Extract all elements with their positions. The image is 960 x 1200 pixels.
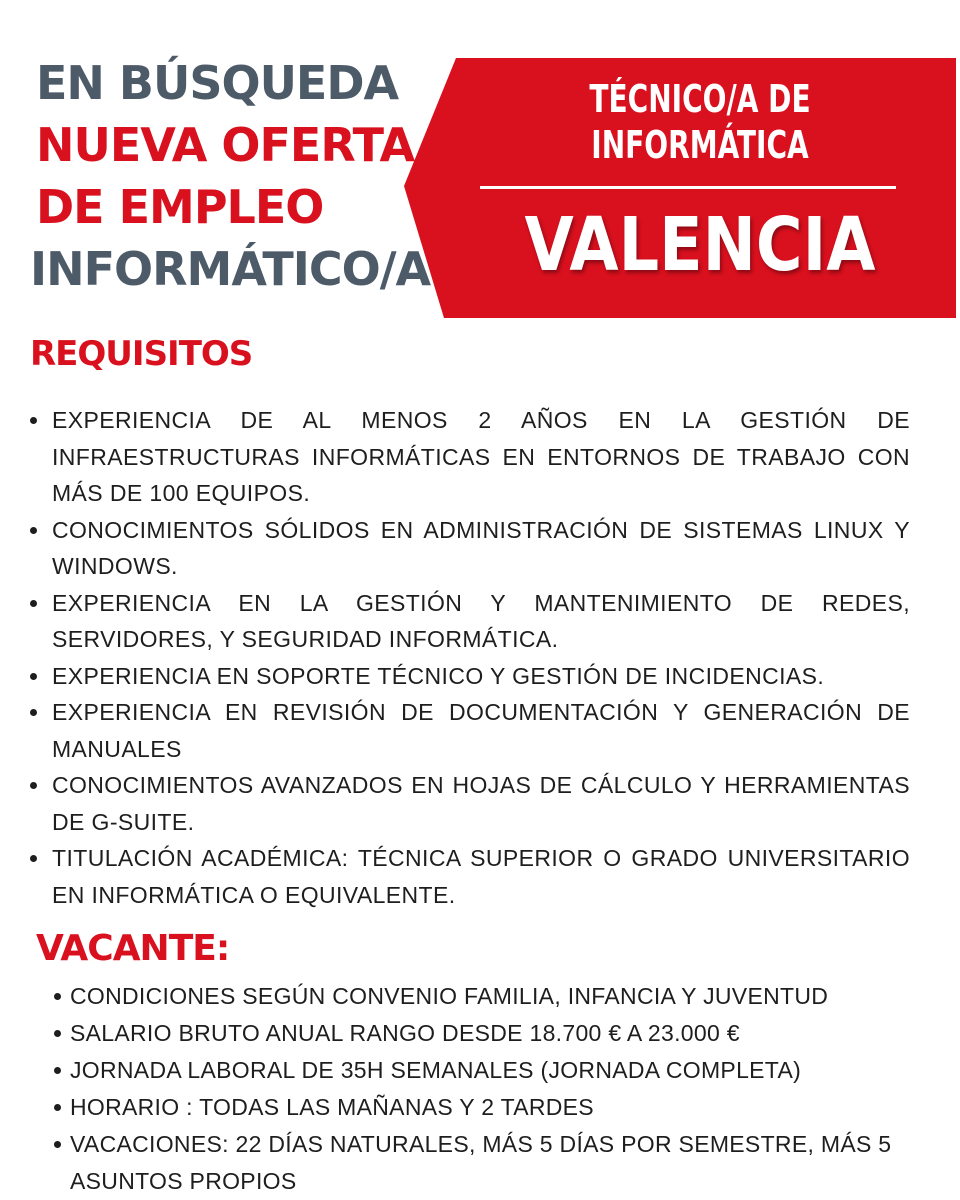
list-item: JORNADA LABORAL DE 35H SEMANALES (JORNADA COMPLETA) [46, 1052, 936, 1089]
list-item: TITULACIÓN ACADÉMICA: TÉCNICA SUPERIOR O GRADO UNIVERSITARIO EN INFORMÁTICA O EQUIVALENTE. [28, 840, 910, 913]
job-location: VALENCIA [524, 202, 876, 288]
job-title-line1: TÉCNICO/A DE [589, 77, 811, 121]
list-item: CONOCIMIENTOS SÓLIDOS EN ADMINISTRACIÓN DE SISTEMAS LINUX Y WINDOWS. [28, 512, 910, 585]
list-item: CONOCIMIENTOS AVANZADOS EN HOJAS DE CÁLCULO Y HERRAMIENTAS DE G-SUITE. [28, 767, 910, 840]
requirements-heading: REQUISITOS [30, 334, 253, 374]
headline-line-it-role: INFORMÁTICO/A [30, 242, 431, 296]
job-title-line2: INFORMÁTICA [591, 123, 809, 167]
list-item: EXPERIENCIA DE AL MENOS 2 AÑOS EN LA GESTIÓN DE INFRAESTRUCTURAS INFORMÁTICAS EN ENTORNOS DE TRABAJO CON MÁS DE 100 EQUIPOS. [28, 402, 910, 512]
headline-line-searching: EN BÚSQUEDA [36, 56, 399, 110]
headline [30, 52, 430, 300]
list-item: SALARIO BRUTO ANUAL RANGO DESDE 18.700 € A 23.000 € [46, 1015, 936, 1052]
headline-line-employment: DE EMPLEO [36, 180, 324, 234]
list-item: VACACIONES: 22 DÍAS NATURALES, MÁS 5 DÍAS POR SEMESTRE, MÁS 5 ASUNTOS PROPIOS [46, 1126, 936, 1200]
requirements-list [28, 402, 910, 913]
job-banner [404, 58, 956, 318]
list-item: HORARIO : TODAS LAS MAÑANAS Y 2 TARDES [46, 1089, 936, 1126]
headline-line-new-offer: NUEVA OFERTA [36, 118, 415, 172]
vacancy-heading: VACANTE: [36, 928, 230, 969]
list-item: EXPERIENCIA EN REVISIÓN DE DOCUMENTACIÓN Y GENERACIÓN DE MANUALES [28, 694, 910, 767]
list-item: EXPERIENCIA EN SOPORTE TÉCNICO Y GESTIÓN DE INCIDENCIAS. [28, 658, 910, 695]
job-title [490, 76, 910, 168]
list-item: CONDICIONES SEGÚN CONVENIO FAMILIA, INFANCIA Y JUVENTUD [46, 978, 936, 1015]
list-item: EXPERIENCIA EN LA GESTIÓN Y MANTENIMIENTO DE REDES, SERVIDORES, Y SEGURIDAD INFORMÁTICA. [28, 585, 910, 658]
banner-divider [480, 186, 896, 189]
vacancy-list [46, 978, 936, 1200]
